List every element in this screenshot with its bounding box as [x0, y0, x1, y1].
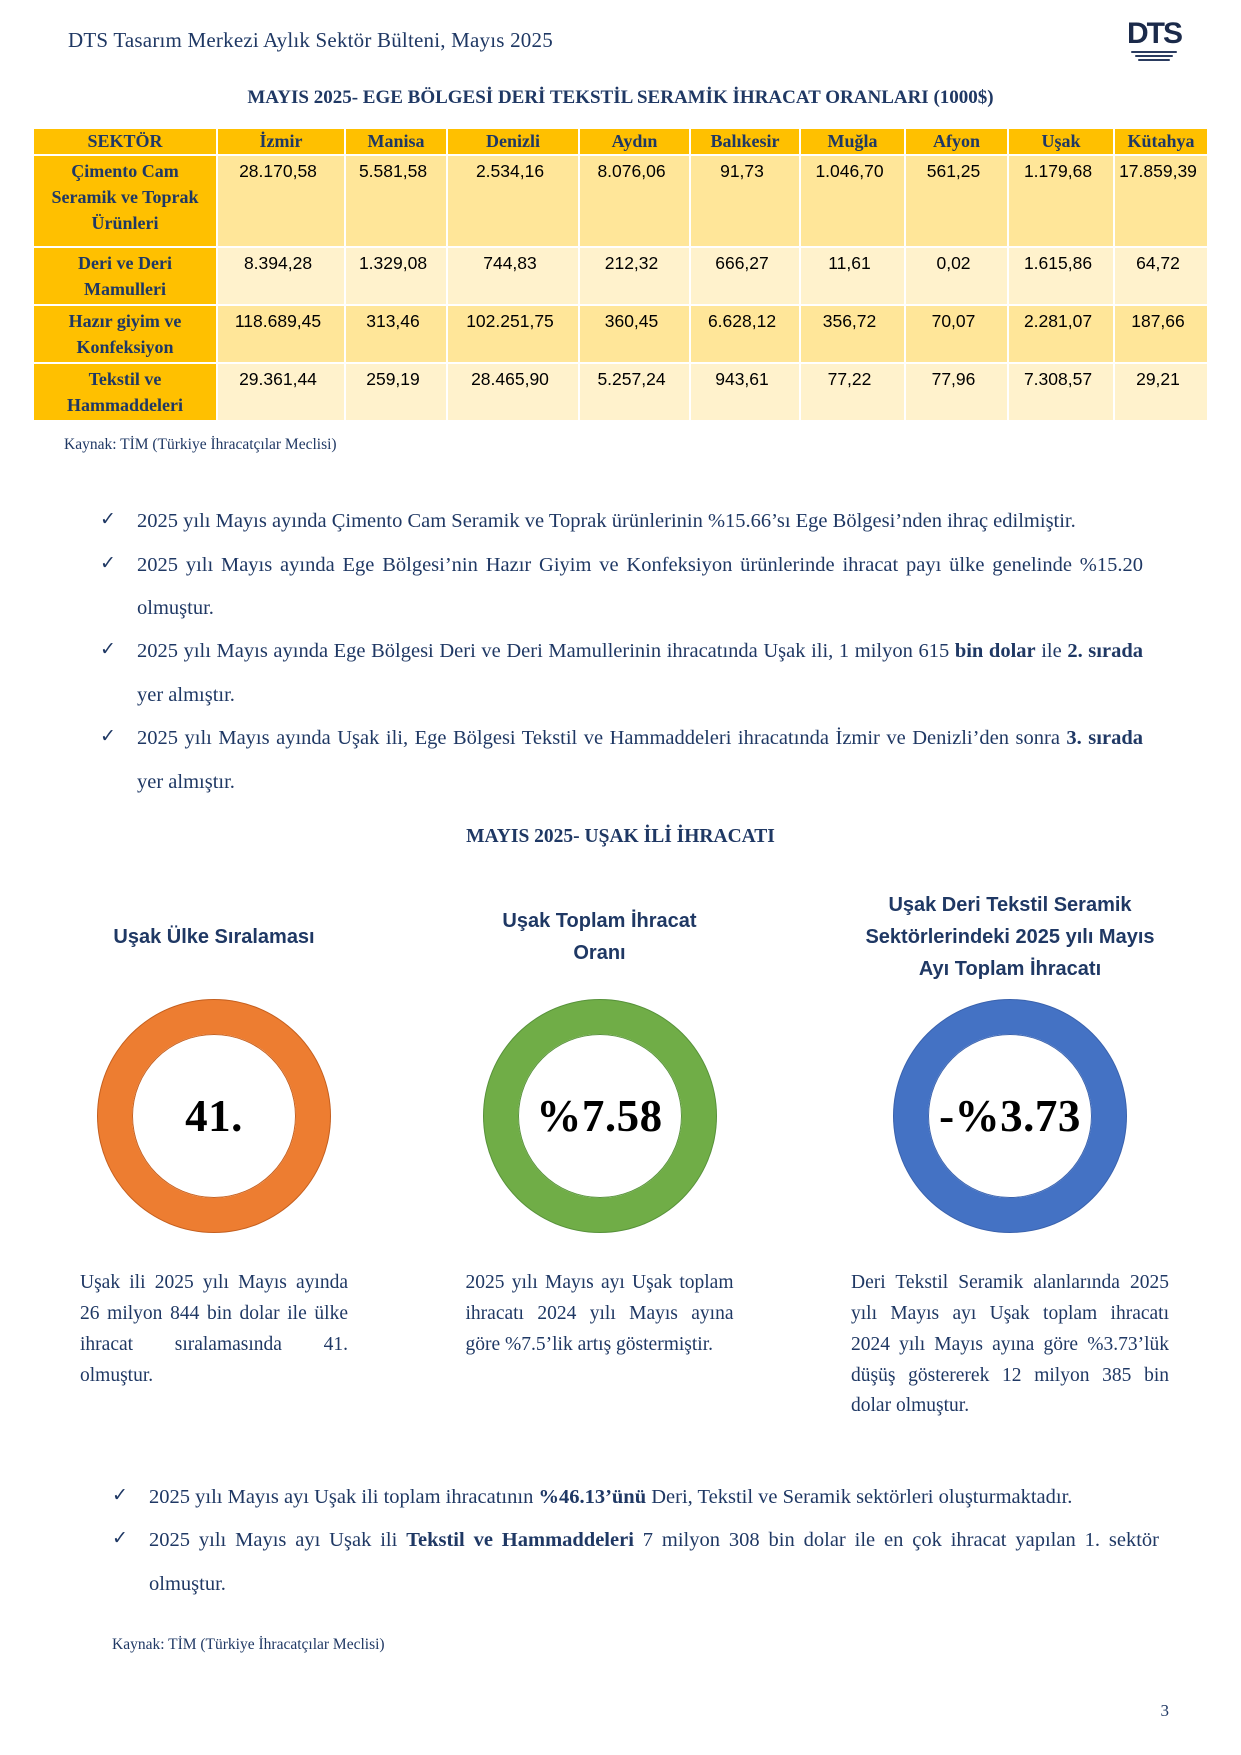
- page-number: 3: [1160, 1701, 1169, 1720]
- metric-card: [851, 878, 1169, 1441]
- checkmark-icon: ✓: [100, 639, 116, 661]
- table-cell: 744,83: [447, 247, 579, 305]
- table-row-header: Çimento Cam Seramik ve Toprak Ürünleri: [33, 155, 217, 247]
- table-column-header: Manisa: [345, 128, 447, 155]
- dts-logo: [1125, 17, 1183, 63]
- bullet-text-run: 2025 yılı Mayıs ayı Uşak ili toplam ihracatının: [149, 1485, 539, 1508]
- table-cell: 561,25: [905, 155, 1008, 247]
- table-row: [33, 305, 1208, 363]
- metric-description: 2025 yılı Mayıs ayı Uşak toplam ihracatı 2024 yılı Mayıs ayına göre %7.5’lik artış göstermiştir.: [465, 1272, 734, 1355]
- metric-value: -%3.73: [939, 1091, 1081, 1142]
- table-column-header: SEKTÖR: [33, 128, 217, 155]
- metric-card-heading: Uşak Toplam İhracat Oranı: [502, 910, 697, 965]
- table-cell: 8.076,06: [579, 155, 690, 247]
- bullet-text-run: ile: [1035, 640, 1068, 663]
- table-cell: 1.615,86: [1008, 247, 1114, 305]
- table-cell: 943,61: [690, 363, 800, 421]
- table-cell: 1.046,70: [800, 155, 905, 247]
- bullet-text-bold: 3. sırada: [1066, 727, 1143, 750]
- table-cell: 102.251,75: [447, 305, 579, 363]
- bullet-text-run: yer almıştır.: [137, 683, 235, 706]
- table-cell: 7.308,57: [1008, 363, 1114, 421]
- usak-section-title: MAYIS 2025- UŞAK İLİ İHRACATI: [466, 826, 775, 848]
- document-header: [0, 0, 1241, 63]
- checkmark-icon: ✓: [100, 509, 116, 531]
- table-row-header: Hazır giyim ve Konfeksiyon: [33, 305, 217, 363]
- table-cell: 8.394,28: [217, 247, 345, 305]
- table-cell: 356,72: [800, 305, 905, 363]
- bullet-text: [137, 544, 1143, 631]
- table-cell: 64,72: [1114, 247, 1208, 305]
- table-column-header: İzmir: [217, 128, 345, 155]
- bullet-text-run: 2025 yılı Mayıs ayında Çimento Cam Seramik ve Toprak ürünlerinin %15.66’sı Ege Bölgesi’nden ihraç edilmiştir.: [137, 510, 1076, 533]
- bullet-text-bold: bin dolar: [954, 640, 1036, 663]
- table-cell: 29.361,44: [217, 363, 345, 421]
- table-cell: 1.329,08: [345, 247, 447, 305]
- bullet-text-run: 2025 yılı Mayıs ayında Ege Bölgesi Deri ve Deri Mamullerinin ihracatında Uşak ili, 1 milyon 615: [137, 640, 955, 663]
- table-cell: 2.281,07: [1008, 305, 1114, 363]
- bullet-item: [100, 500, 1143, 543]
- table-row: [33, 363, 1208, 421]
- table-cell: 28.465,90: [447, 363, 579, 421]
- highlights-list-bottom: [0, 1476, 1241, 1606]
- bullet-item: [100, 630, 1143, 717]
- table-cell: 118.689,45: [217, 305, 345, 363]
- bullet-text-bold: 2. sırada: [1067, 640, 1143, 663]
- donut-ring: [98, 1000, 330, 1232]
- bullet-text-run: 2025 yılı Mayıs ayında Uşak ili, Ege Bölgesi Tekstil ve Hammaddeleri ihracatında İzmir ve Denizli’den sonra: [137, 727, 1067, 750]
- table-cell: 91,73: [690, 155, 800, 247]
- table-cell: 29,21: [1114, 363, 1208, 421]
- table-header-row: [33, 128, 1208, 155]
- table-cell: 77,96: [905, 363, 1008, 421]
- table-cell: 17.859,39: [1114, 155, 1208, 247]
- table-cell: 360,45: [579, 305, 690, 363]
- metric-value: 41.: [185, 1091, 243, 1142]
- table-cell: 1.179,68: [1008, 155, 1114, 247]
- table-cell: 2.534,16: [447, 155, 579, 247]
- table-cell: 77,22: [800, 363, 905, 421]
- bullet-text-run: 2025 yılı Mayıs ayı Uşak ili: [149, 1529, 407, 1552]
- bullet-text-bold: %46.13’ünü: [538, 1485, 647, 1508]
- table-section-title: MAYIS 2025- EGE BÖLGESİ DERİ TEKSTİL SERAMİK İHRACAT ORANLARI (1000$): [247, 86, 994, 108]
- table-column-header: Kütahya: [1114, 128, 1208, 155]
- table-column-header: Afyon: [905, 128, 1008, 155]
- table-cell: 212,32: [579, 247, 690, 305]
- metric-card: [80, 878, 348, 1441]
- table-column-header: Aydın: [579, 128, 690, 155]
- metric-card: [466, 878, 734, 1441]
- table-cell: 259,19: [345, 363, 447, 421]
- table-column-header: Denizli: [447, 128, 579, 155]
- metric-description: Deri Tekstil Seramik alanlarında 2025 yılı Mayıs ayı Uşak toplam ihracatı 2024 yılı Mayıs ayına göre %3.73’lük düşüş göstererek 12 milyon 385 bin dolar olmuştur.: [851, 1272, 1169, 1417]
- bullet-text: [137, 717, 1143, 804]
- table-cell: 28.170,58: [217, 155, 345, 247]
- table-cell: 5.257,24: [579, 363, 690, 421]
- bulletin-title: DTS Tasarım Merkezi Aylık Sektör Bülteni, Mayıs 2025: [68, 28, 553, 52]
- table-cell: 70,07: [905, 305, 1008, 363]
- checkmark-icon: ✓: [100, 552, 116, 574]
- metric-card-heading: Uşak Deri Tekstil Seramik Sektörlerindeki 2025 yılı Mayıs Ayı Toplam İhracatı: [865, 894, 1155, 981]
- checkmark-icon: ✓: [112, 1528, 128, 1550]
- bullet-text-run: 7 milyon 308 bin dolar ile en çok ihracat yapılan 1. sektör olmuştur.: [149, 1529, 1159, 1595]
- bullet-item: [112, 1476, 1159, 1519]
- table-cell: 313,46: [345, 305, 447, 363]
- table-cell: 6.628,12: [690, 305, 800, 363]
- checkmark-icon: ✓: [112, 1484, 128, 1506]
- metric-value: %7.58: [536, 1091, 663, 1142]
- table-cell: 0,02: [905, 247, 1008, 305]
- checkmark-icon: ✓: [100, 726, 116, 748]
- export-table: [32, 127, 1209, 423]
- table-row-header: Deri ve Deri Mamulleri: [33, 247, 217, 305]
- bullet-text-run: 2025 yılı Mayıs ayında Ege Bölgesi’nin Hazır Giyim ve Konfeksiyon ürünlerinde ihracat payı ülke genelinde %15.20 olmuştur.: [137, 553, 1143, 619]
- table-row: [33, 155, 1208, 247]
- highlights-list-top: [0, 500, 1241, 804]
- table-cell: 5.581,58: [345, 155, 447, 247]
- metric-card-heading: Uşak Ülke Sıralaması: [113, 926, 315, 949]
- table-cell: 11,61: [800, 247, 905, 305]
- bullet-text: [149, 1476, 1159, 1519]
- bullet-text: [137, 630, 1143, 717]
- table-cell: 187,66: [1114, 305, 1208, 363]
- bullet-text-run: yer almıştır.: [137, 770, 235, 793]
- table-source-note: Kaynak: TİM (Türkiye İhracatçılar Meclisi): [64, 436, 337, 454]
- bullet-text: [137, 500, 1143, 543]
- donut-ring: [484, 1000, 716, 1232]
- table-cell: 666,27: [690, 247, 800, 305]
- table-row: [33, 247, 1208, 305]
- metric-description: Uşak ili 2025 yılı Mayıs ayında 26 milyon 844 bin dolar ile ülke ihracat sıralamasında 41. olmuştur.: [80, 1272, 348, 1386]
- bullet-item: [100, 717, 1143, 804]
- bullet-text-run: Deri, Tekstil ve Seramik sektörleri oluşturmaktadır.: [646, 1485, 1073, 1508]
- metric-cards: [0, 878, 1241, 1441]
- table-column-header: Balıkesir: [690, 128, 800, 155]
- table-column-header: Uşak: [1008, 128, 1114, 155]
- table-column-header: Muğla: [800, 128, 905, 155]
- dts-logo-subtext-lines: [1125, 51, 1183, 61]
- donut-ring: [894, 1000, 1126, 1232]
- bullet-item: [100, 544, 1143, 631]
- table-row-header: Tekstil ve Hammaddeleri: [33, 363, 217, 421]
- bullet-text-bold: Tekstil ve Hammaddeleri: [406, 1529, 634, 1552]
- bullet-text: [149, 1519, 1159, 1606]
- dts-logo-text: DTS: [1127, 17, 1181, 50]
- bullet-item: [112, 1519, 1159, 1606]
- footer-source-note: Kaynak: TİM (Türkiye İhracatçılar Meclisi): [112, 1636, 385, 1654]
